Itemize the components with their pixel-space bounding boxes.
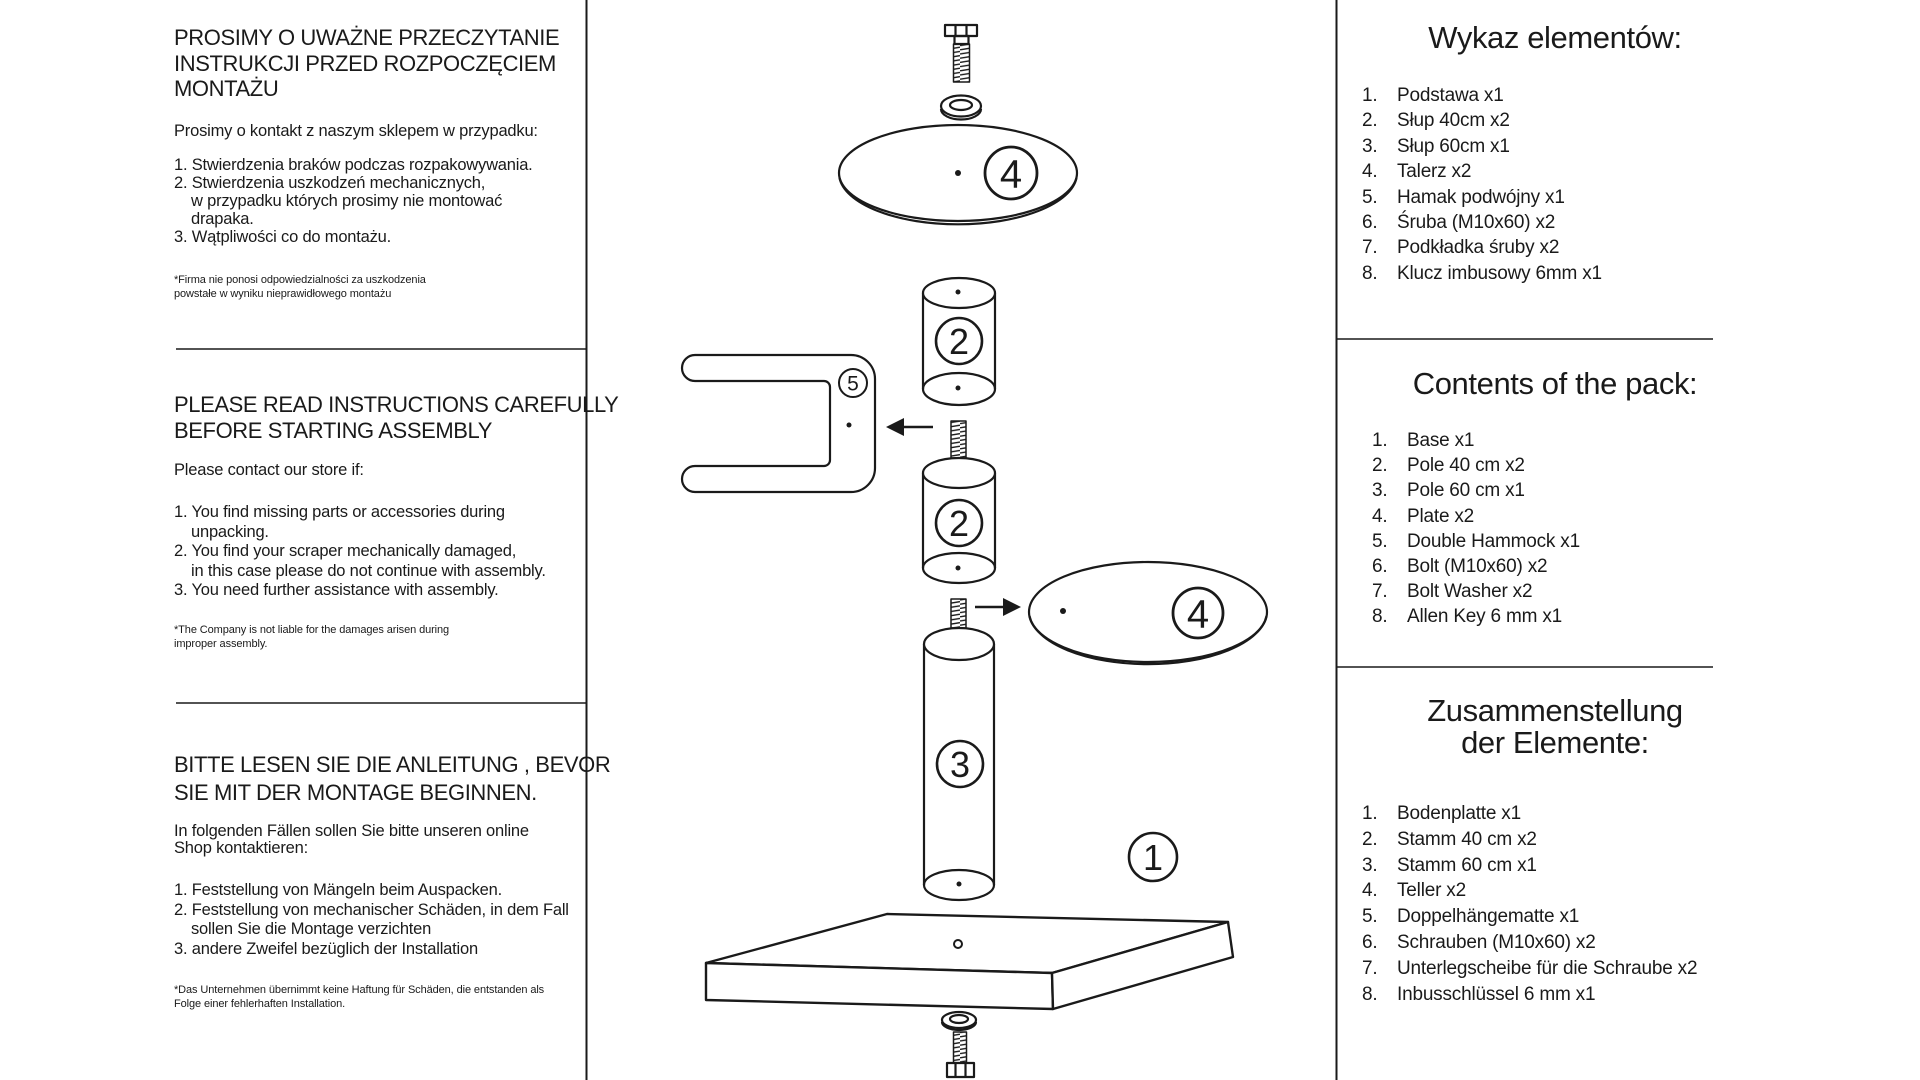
german-heading: BITTE LESEN SIE DIE ANLEITUNG , BEVOR SIE MIT DER MONTAGE BEGINNEN. [174,752,611,805]
german-list: 1. Feststellung von Mängeln beim Auspacken. 2. Feststellung von mechanischer Schäden, in dem Fall sollen Sie die Montage verzichten 3. andere Zweifel bezüglich der Installation [174,881,569,958]
parts-list-item: 4. Teller x2 [1362,880,1466,902]
parts-list-item: 6. Bolt (M10x60) x2 [1372,556,1548,578]
parts-list-item: 7. Bolt Washer x2 [1372,581,1533,603]
parts-list-item: 2. Pole 40 cm x2 [1372,455,1525,477]
parts-list-item: 3. Słup 60cm x1 [1362,135,1510,157]
top-bolt-washer [941,96,981,120]
polish-footnote: *Firma nie ponosi odpowiedzialności za uszkodzenia powstałe w wyniku nieprawidłowego montażu [174,274,426,300]
parts-list-item: 2. Stamm 40 cm x2 [1362,828,1537,850]
label-base: 1 [1142,836,1164,878]
parts-list-item: 8. Klucz imbusowy 6mm x1 [1362,262,1602,284]
parts-list-item: 1. Bodenplatte x1 [1362,803,1521,824]
parts-list-title-polish: Wykaz elementów: [1428,20,1682,55]
parts-list-title-english: Contents of the pack: [1412,366,1698,401]
label-plate-right: 4 [1186,592,1210,637]
german-intro: In folgenden Fällen sollen Sie bitte unseren online Shop kontaktieren: [174,822,529,857]
polish-list: 1. Stwierdzenia braków podczas rozpakowywania. 2. Stwierdzenia uszkodzeń mechanicznych, w przypadku których prosimy nie montować drapaka. 3. Wątpliwości co do montażu. [174,156,533,246]
label-hammock: 5 [847,372,859,396]
bottom-bolt-washer [942,1012,976,1030]
english-footnote: *The Company is not liable for the damages arisen during improper assembly. [174,624,450,650]
arrow-left-icon [886,418,933,436]
exploded-view [682,25,1267,1077]
label-pole-mid: 2 [948,502,970,544]
parts-list-item: 4. Plate x2 [1372,505,1475,527]
arrow-right-icon [975,598,1021,616]
bottom-bolt [947,1032,974,1077]
parts-list-english [1372,428,1580,630]
parts-list-item: 6. Śruba (M10x60) x2 [1362,212,1556,234]
parts-list-item: 8. Allen Key 6 mm x1 [1372,606,1562,628]
base-board [706,914,1233,1009]
parts-list-item: 3. Pole 60 cm x1 [1372,480,1525,502]
parts-list-item: 5. Hamak podwójny x1 [1362,186,1565,208]
parts-list-item: 8. Inbusschlüssel 6 mm x1 [1362,983,1596,1005]
parts-list-item: 4. Talerz x2 [1362,161,1472,183]
polish-intro: Prosimy o kontakt z naszym sklepem w przypadku: [174,122,538,140]
label-plate-top: 4 [999,152,1023,197]
german-footnote: *Das Unternehmen übernimmt keine Haftung für Schäden, die entstanden als Folge einer fehlerhaften Installation. [174,984,545,1010]
parts-list-item: 5. Double Hammock x1 [1372,530,1580,552]
parts-list-item: 7. Unterlegscheibe für die Schraube x2 [1362,957,1698,979]
part-labels [839,147,1223,881]
label-pole-upper: 2 [948,320,970,362]
parts-list-item: 7. Podkładka śruby x2 [1362,237,1560,259]
right-plate [1029,562,1267,664]
parts-list-item: 3. Stamm 60 cm x1 [1362,854,1537,876]
parts-list-polish [1362,83,1602,286]
english-heading: PLEASE READ INSTRUCTIONS CAREFULLY BEFORE STARTING ASSEMBLY [174,392,619,443]
parts-list-german [1362,801,1697,1007]
english-list: 1. You find missing parts or accessories during unpacking. 2. You find your scraper mechanically damaged, in this case please do not continue with assembly. 3. You need further assistance with assembly. [174,503,546,599]
parts-list-item: 1. Base x1 [1372,430,1475,451]
label-pole-60: 3 [949,743,971,785]
top-plate [839,125,1077,224]
top-bolt [945,25,977,82]
parts-list-title-german: Zusammenstellung der Elemente: [1427,693,1683,760]
english-intro: Please contact our store if: [174,461,364,479]
parts-list-item: 5. Doppelhängematte x1 [1362,906,1580,928]
parts-list-item: 6. Schrauben (M10x60) x2 [1362,931,1596,953]
parts-list-item: 2. Słup 40cm x2 [1362,110,1510,132]
parts-list-item: 1. Podstawa x1 [1362,85,1504,106]
polish-heading: PROSIMY O UWAŻNE PRZECZYTANIE INSTRUKCJI PRZED ROZPOCZĘCIEM MONTAŻU [174,25,560,101]
